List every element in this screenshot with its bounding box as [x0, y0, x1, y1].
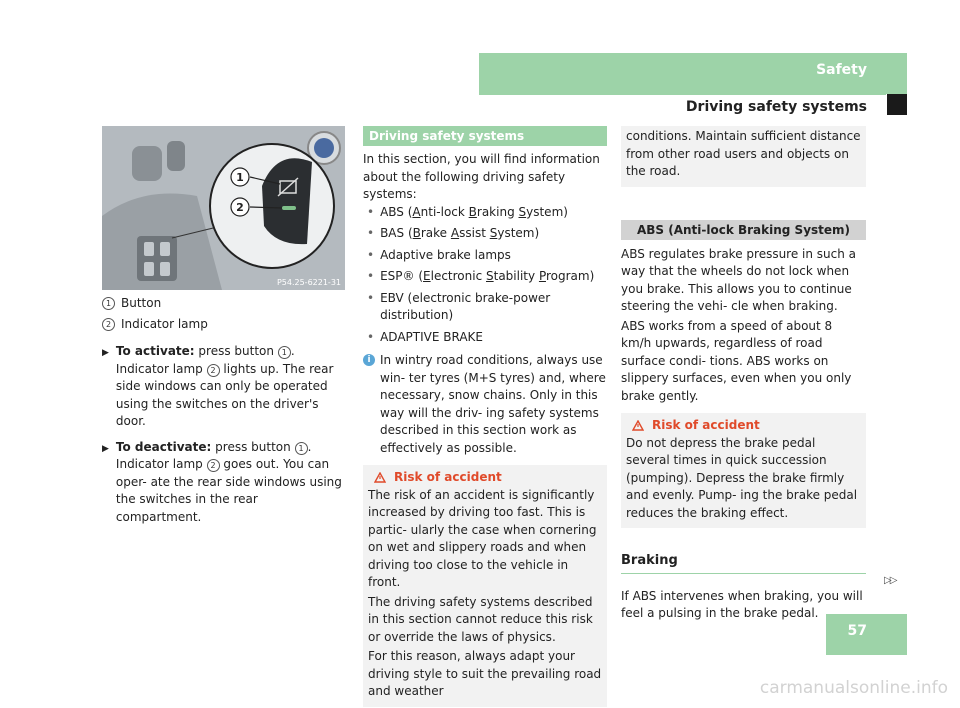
warning-text: For this reason, always adapt your driving style to suit the prevailing road and weather — [368, 649, 602, 698]
warning-title: Risk of accident — [368, 469, 602, 487]
step-arrow-icon: ▶ — [102, 348, 109, 358]
step-activate: ▶ To activate: press button 1 . Indicator lamp 2 lights up. The rear side windows can only be operated using the switches on the driver's door. — [102, 343, 346, 431]
step-text: press button — [198, 344, 274, 358]
warning-title: Risk of accident — [626, 417, 861, 435]
continue-mark: ▷▷ — [884, 575, 896, 586]
warning-box — [621, 413, 866, 528]
braking-heading: Braking — [621, 552, 866, 574]
warning-text: The risk of an accident is significantly increased by driving too fast. This is partic- ularly the case when cornering on wet and slippery roads and when driving too close to the vehicle in front. — [368, 487, 597, 589]
watermark: carmanualsonline.info — [759, 678, 948, 698]
info-note — [363, 352, 607, 457]
caption-lamp — [102, 316, 346, 334]
warning-text: Do not depress the brake pedal several times in quick succession (pumping). Depress the brake firmly and evenly. Pump- ing the brake pedal reduces the braking effect. — [626, 435, 858, 520]
caption-button — [102, 295, 346, 313]
step-text: press button — [215, 439, 291, 454]
info-icon: i — [363, 354, 375, 366]
step-label: To activate: — [115, 344, 195, 358]
number-circle: 2 — [102, 318, 115, 331]
step-deactivate: ▶ To deactivate: press button 1 . Indicator lamp 2 goes out. You can oper- ate the rear side windows using the switches in the rear compartment. — [102, 439, 346, 527]
list-item: • ESP® (Electronic Stability Program) — [367, 269, 595, 283]
warning-triangle-icon — [374, 472, 386, 483]
step-label: To deactivate: — [115, 439, 212, 454]
number-circle: 2 — [207, 364, 220, 377]
list-item: • ADAPTIVE BRAKE — [367, 329, 483, 344]
indicator-lamp — [282, 206, 296, 210]
list-item: • EBV (electronic brake-power distribution) — [367, 290, 551, 322]
page-number: 57 — [847, 623, 867, 639]
warning-text: conditions. Maintain sufficient distance from other road users and objects on the road. — [626, 129, 861, 178]
caption-text: Button — [121, 296, 162, 310]
column-3 — [621, 126, 866, 623]
warning-triangle-icon — [632, 420, 644, 431]
number-circle: 1 — [278, 346, 291, 359]
step-arrow-icon: ▶ — [102, 443, 109, 454]
body-text: ABS works from a speed of about 8 km/h upwards, regardless of road surface condi- tions. ABS works on slippery surfaces, even when you only brake gently. — [621, 318, 852, 403]
step-desc: Indicator lamp — [115, 361, 203, 376]
step-desc: lights up. The rear side windows can only be operated using the switches on the driver's door. — [115, 361, 334, 428]
number-circle: 1 — [295, 442, 308, 455]
warning-text: The driving safety systems described in this section cannot reduce this risk or override the laws of physics. — [368, 594, 593, 644]
door-panel-illustration — [102, 126, 345, 290]
callout-1: 1 — [236, 171, 244, 184]
abs-heading: ABS (Anti-lock Braking System) — [621, 220, 866, 240]
section-label: Safety — [816, 62, 867, 78]
header-marker — [887, 94, 907, 115]
info-text: In wintry road conditions, always use win- ter tyres (M+S tyres) and, where necessary, snow chains. Only in this way will the driv- ing safety systems described in this section work as effectively as possible. — [380, 353, 606, 455]
number-circle: 2 — [207, 459, 220, 472]
step-desc: goes out. You can oper- ate the rear side windows using the switches in the rear compartment. — [115, 457, 342, 524]
caption-text: Indicator lamp — [121, 316, 208, 331]
page-title: Driving safety systems — [685, 99, 867, 115]
header-rule — [479, 94, 886, 95]
list-item: • Adaptive brake lamps — [367, 247, 511, 262]
figure-code: P54.25-6221-31 — [276, 278, 341, 287]
step-desc: Indicator lamp — [115, 457, 203, 471]
page-number-box — [826, 614, 907, 655]
intro-text: In this section, you will find information about the following driving safety systems: — [363, 152, 600, 201]
warning-box — [363, 465, 607, 707]
list-item: • BAS (Brake Assist System) — [367, 226, 540, 240]
number-circle: 1 — [102, 297, 115, 310]
door-switch-photo — [102, 126, 345, 290]
column-1 — [102, 295, 346, 526]
warning-box-continued — [621, 126, 866, 187]
column-2 — [363, 126, 607, 707]
section-heading: Driving safety systems — [363, 126, 607, 146]
body-text: ABS regulates brake pressure in such a way that the wheels do not lock when you brake. This allows you to continue steering the vehi- cle when braking. — [621, 246, 857, 313]
list-item: • ABS (Anti-lock Braking System) — [367, 204, 568, 219]
section-tab — [479, 53, 907, 94]
callout-2: 2 — [236, 201, 244, 214]
body-text: If ABS intervenes when braking, you will feel a pulsing in the brake pedal. — [621, 588, 863, 620]
